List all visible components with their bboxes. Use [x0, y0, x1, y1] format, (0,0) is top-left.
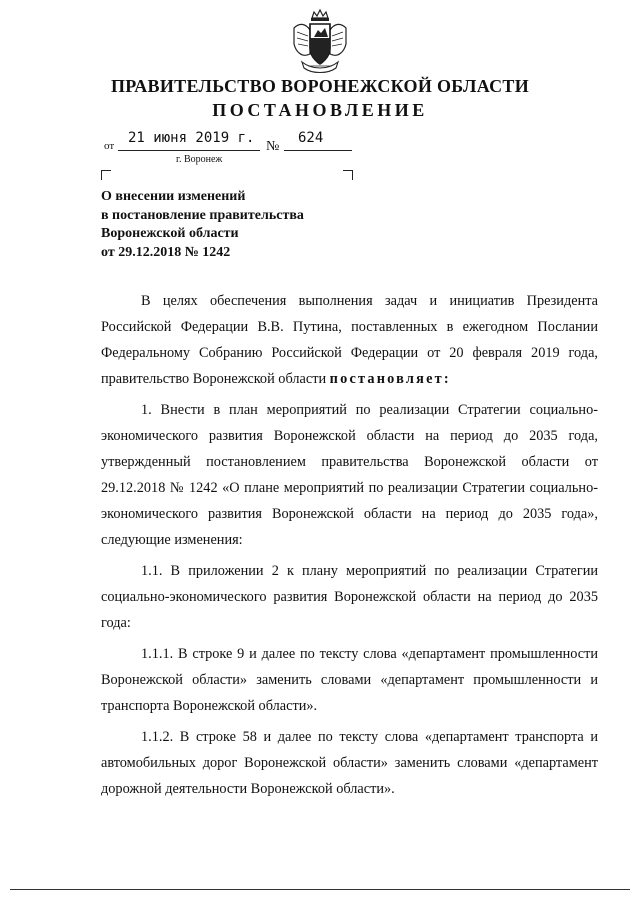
date-prefix: от — [104, 140, 115, 152]
resolves-keyword: постановляет: — [329, 371, 451, 387]
clause-1-1-2: 1.1.2. В строке 58 и далее по тексту слова «департамент транспорта и автомобильных дорог Воронежской области» заменить словами «департамент дорожной деятельности Воронежской области». — [101, 729, 598, 797]
date-underline — [118, 150, 260, 151]
document-body — [101, 288, 598, 807]
preamble-paragraph — [101, 288, 598, 392]
number-underline — [284, 150, 352, 151]
page-bottom-rule — [10, 889, 630, 890]
coat-of-arms-icon — [288, 8, 352, 78]
number-sign: № — [266, 139, 280, 154]
subject-bracket-left — [101, 170, 111, 180]
government-title: ПРАВИТЕЛЬСТВО ВОРОНЕЖСКОЙ ОБЛАСТИ — [110, 76, 530, 96]
preamble-text: В целях обеспечения выполнения задач и инициатив Президента Российской Федерации В.В. Путина, поставленных в ежегодном Послании Федеральному Собранию Российской Федерации от 20 февраля 2019 года, правительство Воронежской области — [101, 293, 598, 387]
subject-line: от 29.12.2018 № 1242 — [101, 244, 231, 260]
document-city: г. Воронеж — [176, 154, 223, 165]
clause-1-1: 1.1. В приложении 2 к плану мероприятий по реализации Стратегии социально-экономического развития Воронежской области на период до 2035 года: — [101, 563, 598, 631]
subject-line: О внесении изменений — [101, 189, 246, 204]
subject-bracket-right — [343, 170, 353, 180]
document-date: 21 июня 2019 г. — [128, 130, 255, 146]
clause-1: 1. Внести в план мероприятий по реализации Стратегии социально-экономического развития Воронежской области на период до 2035 года, утвержденный постановлением правительства Воронежской области от 29.12.2018 № 1242 «О плане мероприятий по реализации Стратегии социально-экономического развития Воронежской области на период до 2035 года», следующие изменения: — [101, 402, 598, 548]
document-number: 624 — [298, 130, 324, 146]
subject-line: в постановление правительства — [101, 207, 304, 223]
subject-line: Воронежской области — [101, 226, 239, 241]
document-subject — [101, 188, 401, 262]
clause-1-1-1: 1.1.1. В строке 9 и далее по тексту слова «департамент промышленности Воронежской области» заменить словами «департамент промышленности и транспорта Воронежской области». — [101, 646, 598, 714]
document-type-title: ПОСТАНОВЛЕНИЕ — [212, 100, 428, 120]
